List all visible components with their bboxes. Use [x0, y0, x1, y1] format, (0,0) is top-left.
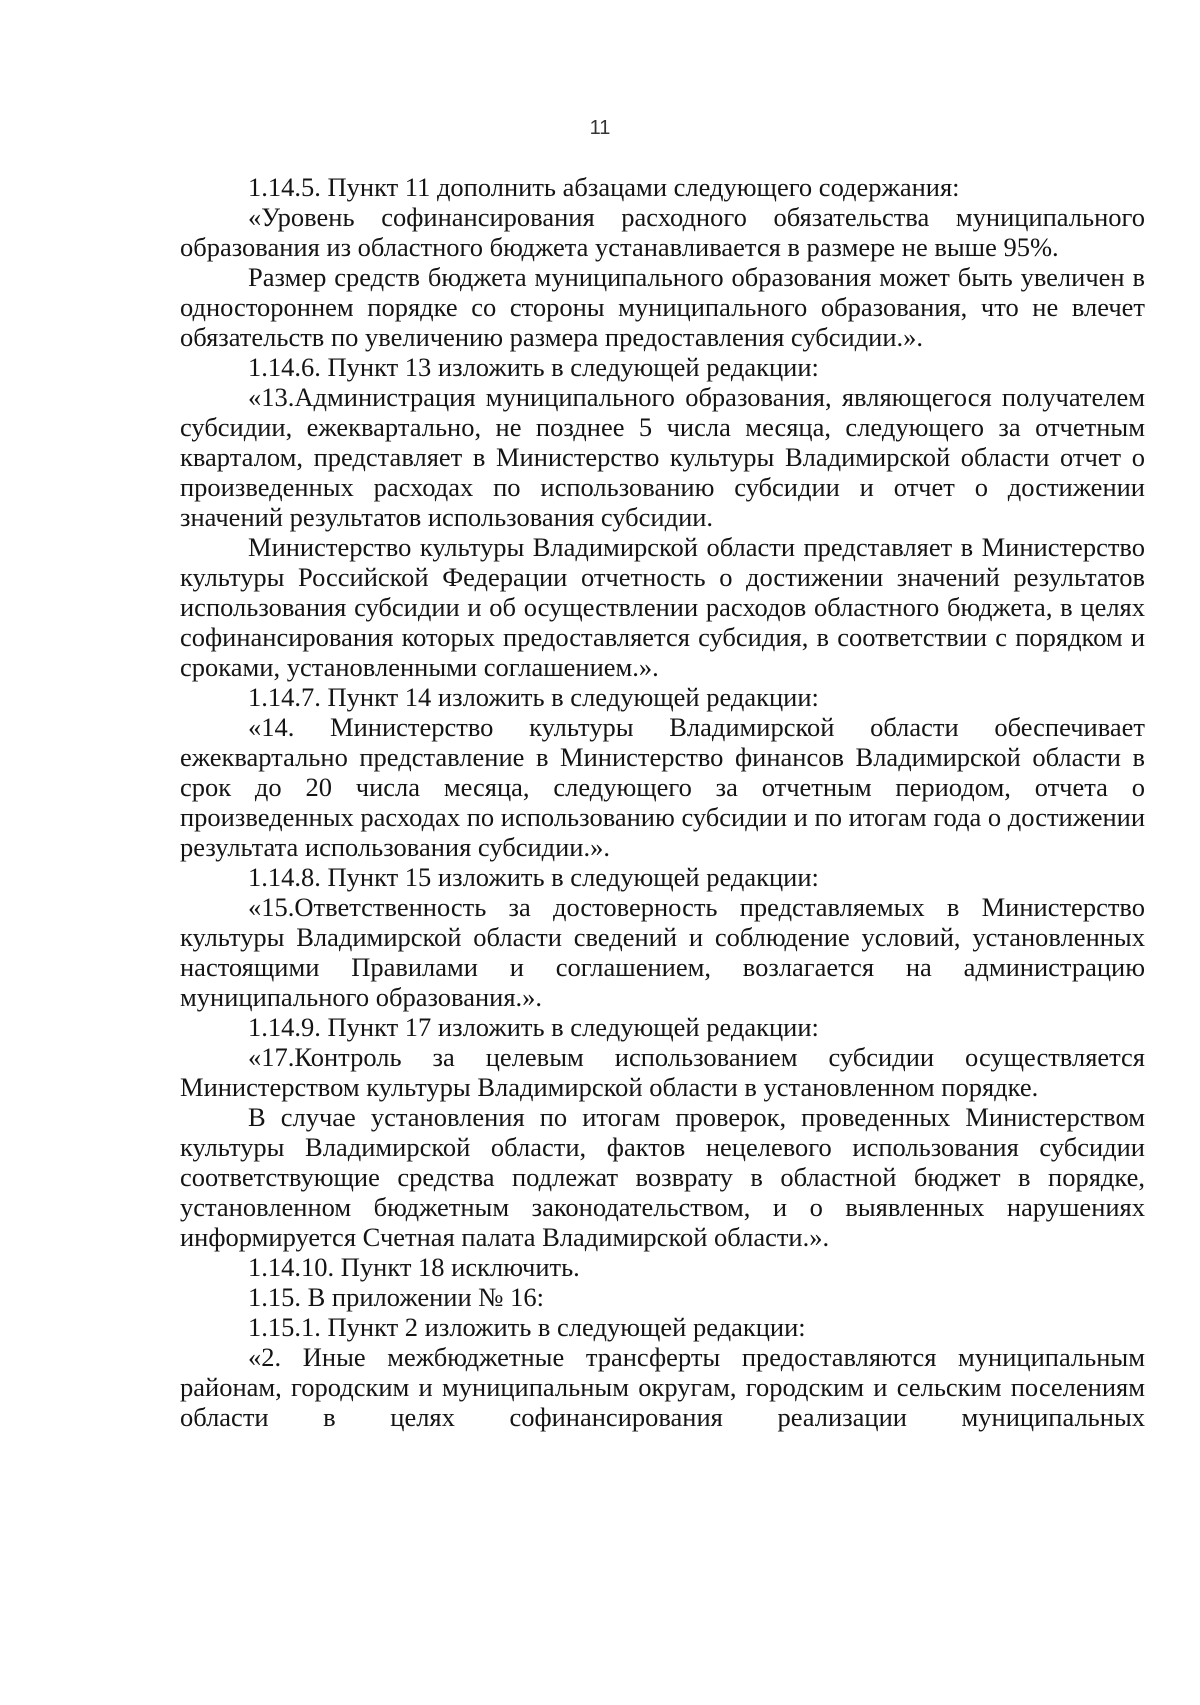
paragraph-point-2: «2. Иные межбюджетные трансферты предоставляются муниципальным районам, городским и муниципальным округам, городским и сельским поселениям области в целях софинансирования реализации муниципальных: [180, 1342, 1145, 1432]
paragraph-1-14-9: 1.14.9. Пункт 17 изложить в следующей редакции:: [248, 1012, 819, 1042]
paragraph-point-14: «14. Министерство культуры Владимирской области обеспечивает ежеквартально представление в Министерство финансов Владимирской области в срок до 20 числа месяца, следующего за отчетным периодом, отчета о произведенных расходах по использованию субсидии и по итогам года о достижении результата использования субсидии.».: [180, 712, 1145, 862]
paragraph-1-15-1: 1.15.1. Пункт 2 изложить в следующей редакции:: [248, 1312, 806, 1342]
paragraph-cofinancing-level: «Уровень софинансирования расходного обязательства муниципального образования из областного бюджета устанавливается в размере не выше 95%.: [180, 202, 1145, 262]
paragraph-1-14-6: 1.14.6. Пункт 13 изложить в следующей редакции:: [248, 352, 819, 382]
paragraph-1-15: 1.15. В приложении № 16:: [248, 1282, 545, 1312]
paragraph-audit-findings: В случае установления по итогам проверок, проведенных Министерством культуры Владимирской области, фактов нецелевого использования субсидии соответствующие средства подлежат возврату в областной бюджет в порядке, установленном бюджетным законодательством, и о выявленных нарушениях информируется Счетная палата Владимирской области.».: [180, 1102, 1145, 1252]
paragraph-point-13: «13.Администрация муниципального образования, являющегося получателем субсидии, ежеквартально, не позднее 5 числа месяца, следующего за отчетным кварталом, представляет в Министерство культуры Владимирской области отчет о произведенных расходах по использованию субсидии и отчет о достижении значений результатов использования субсидии.: [180, 382, 1145, 532]
paragraph-point-15: «15.Ответственность за достоверность представляемых в Министерство культуры Владимирской области сведений и соблюдение условий, установленных настоящими Правилами и соглашением, возлагается на администрацию муниципального образования.».: [180, 892, 1145, 1012]
paragraph-1-14-7: 1.14.7. Пункт 14 изложить в следующей редакции:: [248, 682, 819, 712]
page-number: 11: [589, 117, 611, 139]
paragraph-ministry-reporting: Министерство культуры Владимирской области представляет в Министерство культуры Российской Федерации отчетность о достижении значений результатов использования субсидии и об осуществлении расходов областного бюджета, в целях софинансирования которых предоставляется субсидия, в соответствии с порядком и сроками, установленными соглашением.».: [180, 532, 1145, 682]
paragraph-point-17: «17.Контроль за целевым использованием субсидии осуществляется Министерством культуры Владимирской области в установленном порядке.: [180, 1042, 1145, 1102]
paragraph-budget-increase: Размер средств бюджета муниципального образования может быть увеличен в одностороннем порядке со стороны муниципального образования, что не влечет обязательств по увеличению размера предоставления субсидии.».: [180, 262, 1145, 352]
paragraph-1-14-5: 1.14.5. Пункт 11 дополнить абзацами следующего содержания:: [248, 172, 960, 202]
document-body: [180, 172, 1145, 1432]
paragraph-1-14-10: 1.14.10. Пункт 18 исключить.: [248, 1252, 580, 1282]
paragraph-1-14-8: 1.14.8. Пункт 15 изложить в следующей редакции:: [248, 862, 819, 892]
